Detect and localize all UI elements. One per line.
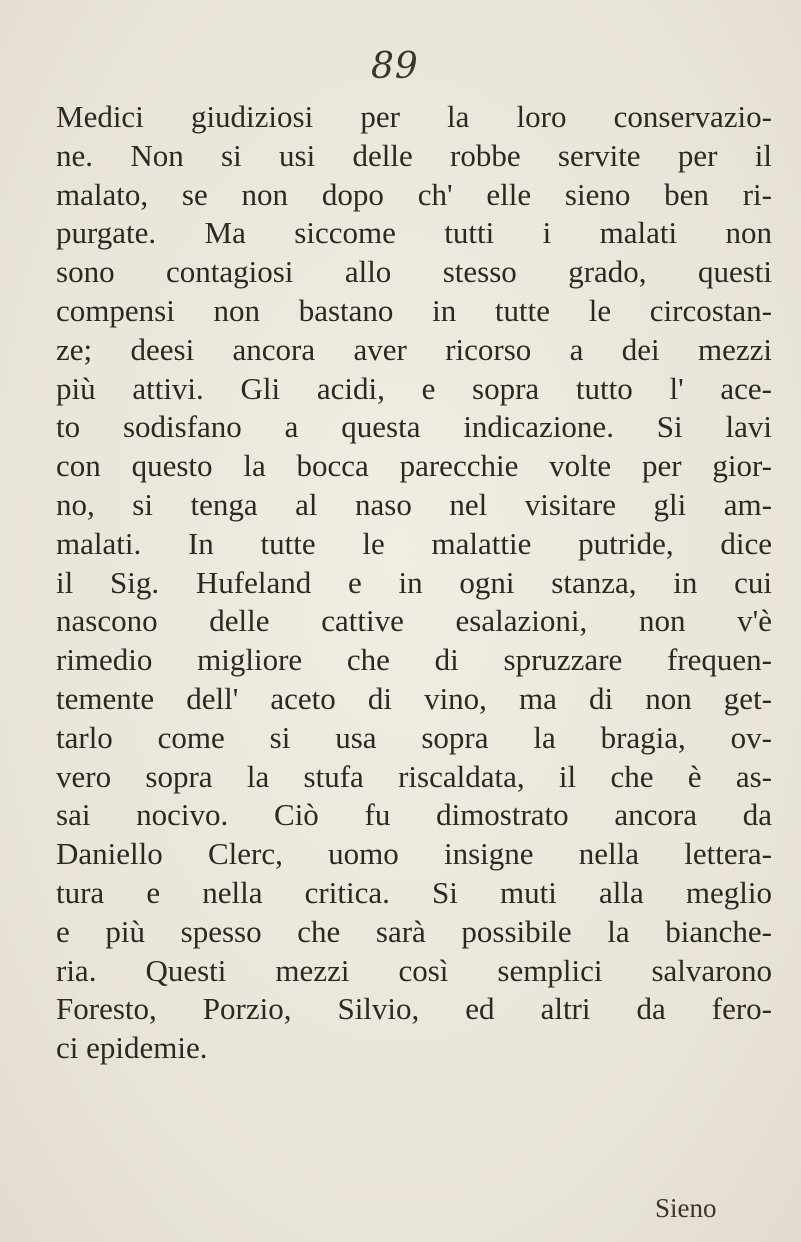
body-text [56,98,772,1068]
text-line: no, si tenga al naso nel visitare gli am- [56,486,772,522]
text-line: Daniello Clerc, uomo insigne nella lettera- [56,836,772,872]
text-line: il Sig. Hufeland e in ogni stanza, in cui [56,564,772,600]
text-line: temente dell' aceto di vino, ma di non get- [56,680,772,716]
text-line: Medici giudiziosi per la loro conservazio- [56,99,772,134]
text-line: Foresto, Porzio, Silvio, ed altri da fero- [56,991,772,1027]
text-line: ze; deesi ancora aver ricorso a dei mezzi [56,331,772,367]
text-line: ne. Non si usi delle robbe servite per il [56,137,772,173]
text-line: to sodisfano a questa indicazione. Si lavi [56,409,772,445]
text-line: tarlo come si usa sopra la bragia, ov- [56,719,772,755]
text-line: compensi non bastano in tutte le circostan- [56,292,772,328]
text-line: malati. In tutte le malattie putride, dice [56,525,772,561]
page-number: 89 [371,46,419,87]
text-line: più attivi. Gli acidi, e sopra tutto l' ace- [56,370,772,406]
text-line: sono contagiosi allo stesso grado, questi [56,254,772,290]
text-line: vero sopra la stufa riscaldata, il che è as- [56,758,772,794]
text-line: ci epidemie. [56,1030,208,1066]
text-line: nascono delle cattive esalazioni, non v'è [56,603,772,639]
text-line: malato, se non dopo ch' elle sieno ben ri- [56,176,772,212]
text-line: e più spesso che sarà possibile la bianche- [56,913,772,949]
text-line: con questo la bocca parecchie volte per gior- [56,448,772,484]
text-line: ria. Questi mezzi così semplici salvarono [56,952,772,988]
text-line: purgate. Ma siccome tutti i malati non [56,215,772,251]
text-line: sai nocivo. Ciò fu dimostrato ancora da [56,797,772,833]
text-line: rimedio migliore che di spruzzare frequen- [56,642,772,678]
catchword: Sieno [655,1193,717,1223]
text-line: tura e nella critica. Si muti alla meglio [56,874,772,910]
